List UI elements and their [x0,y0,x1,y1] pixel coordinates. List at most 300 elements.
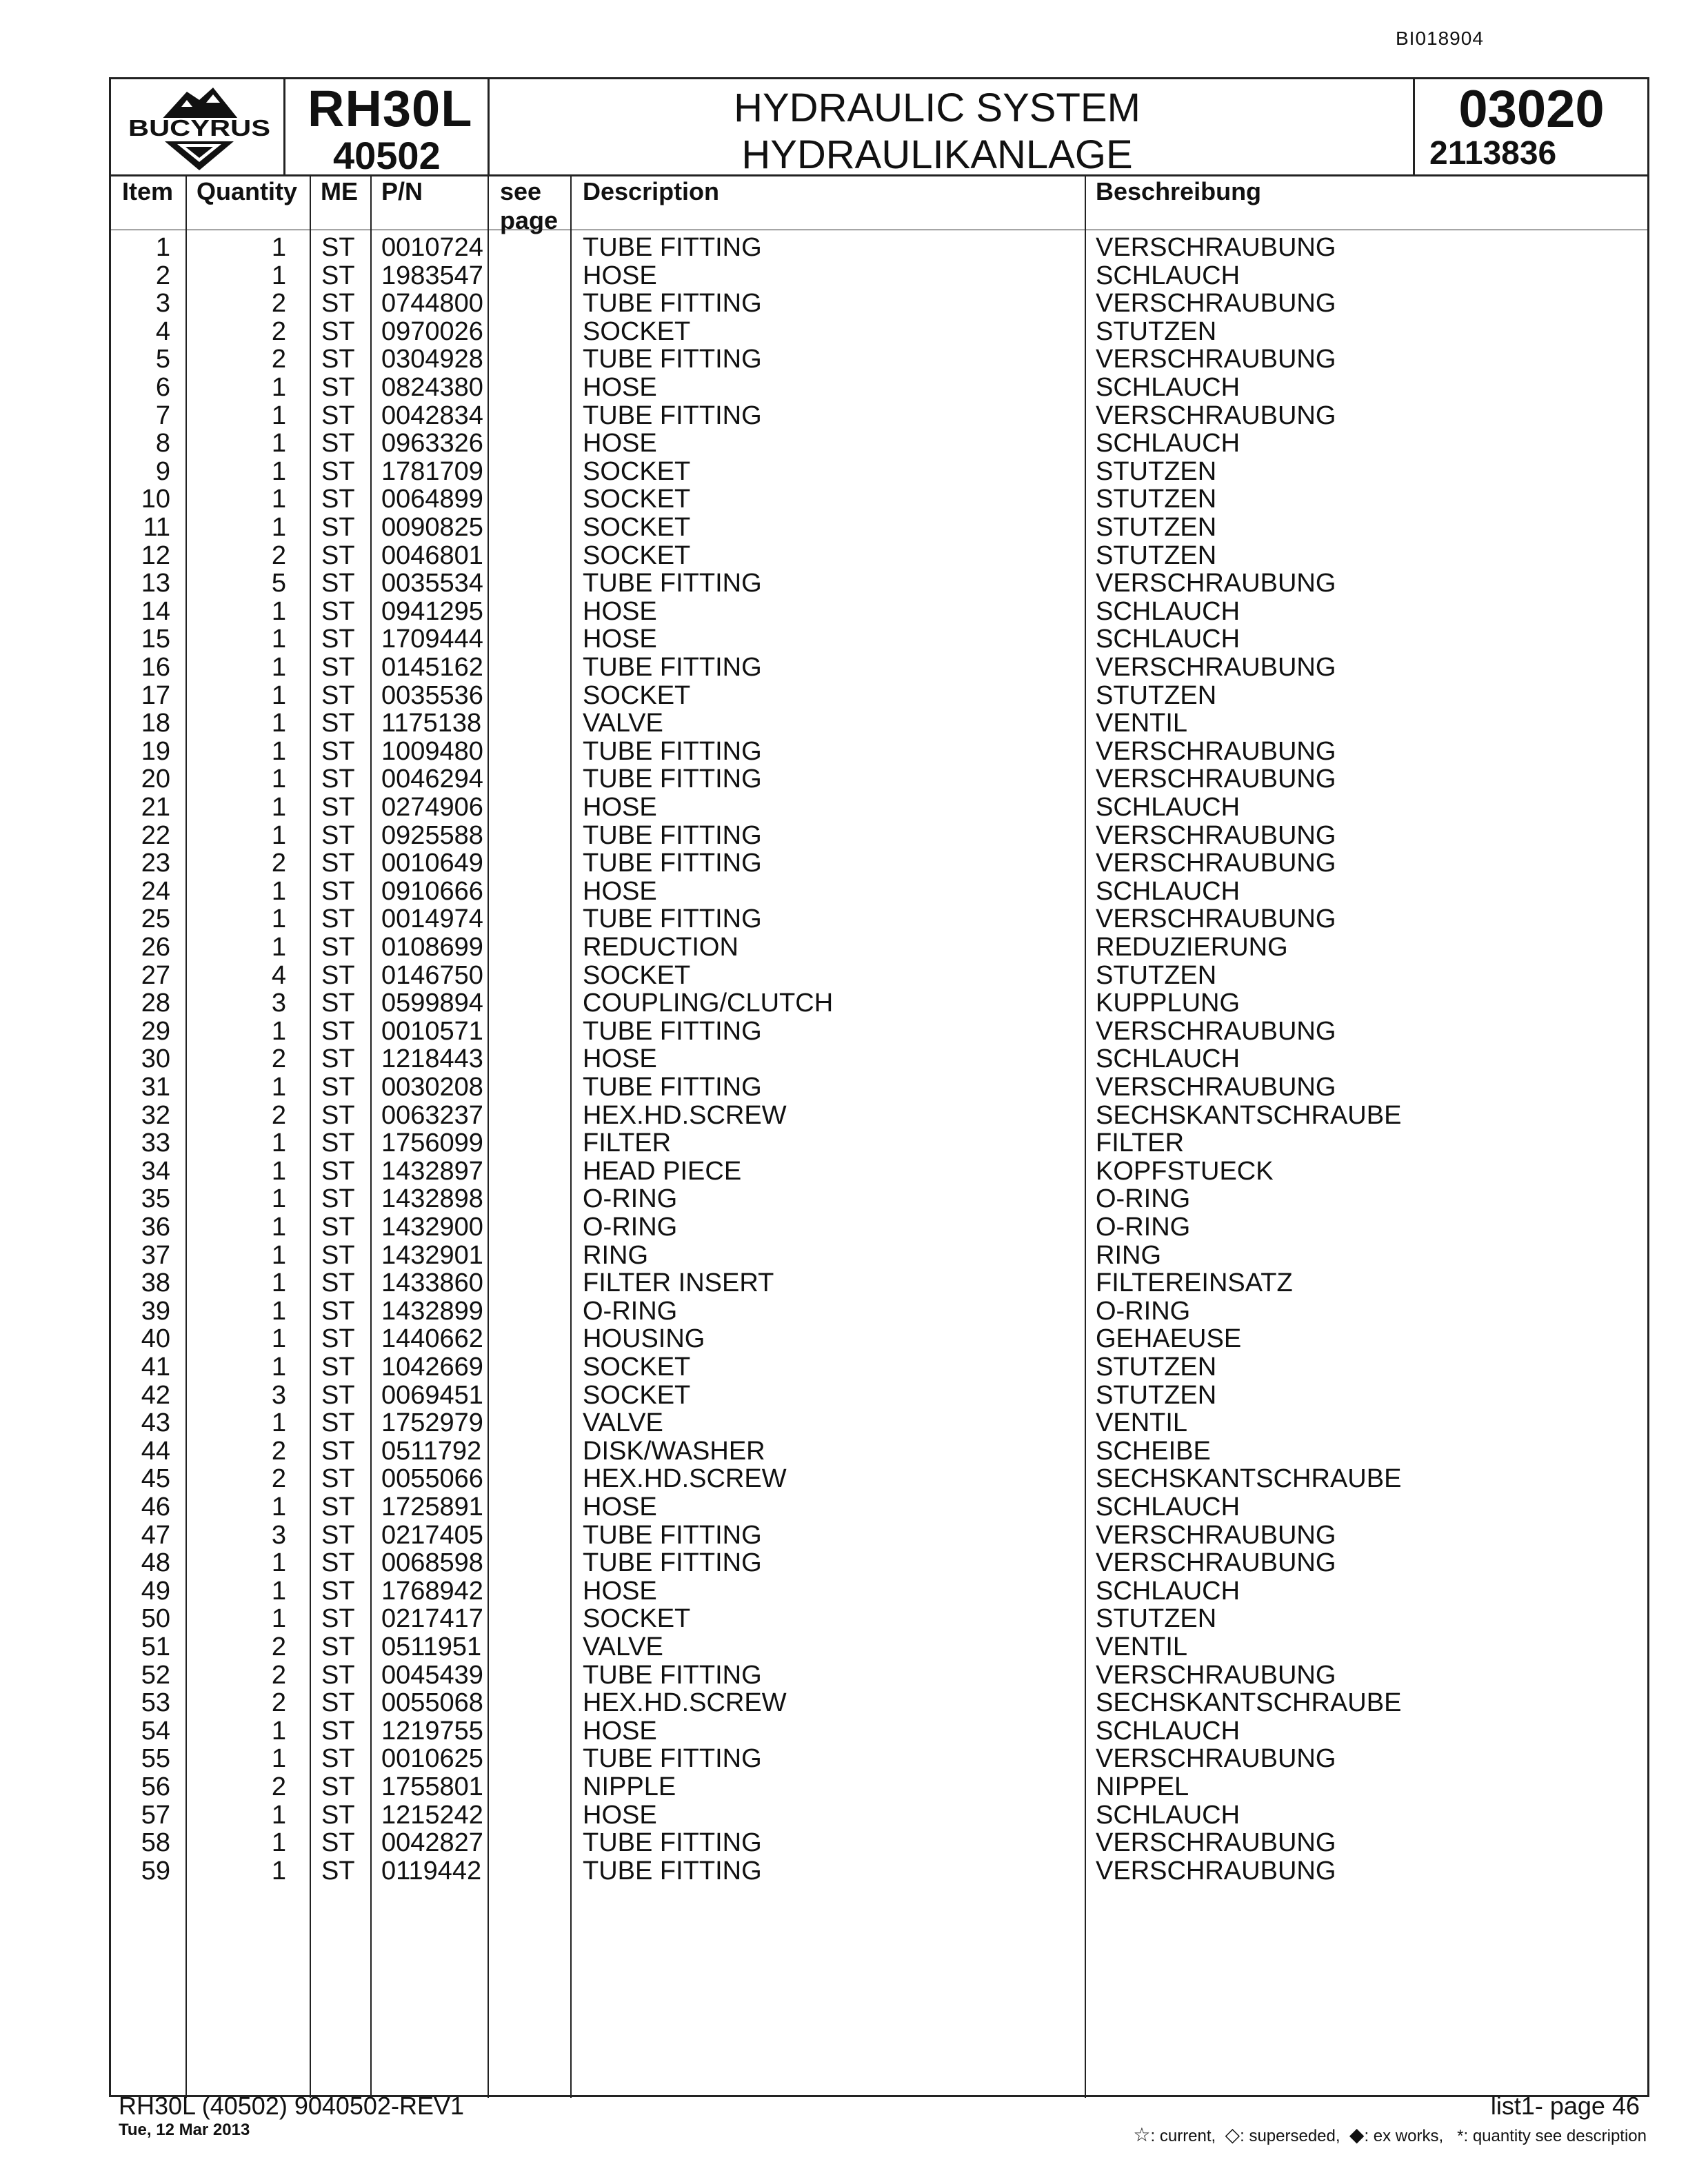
cell-quantity: 1 [271,1073,286,1102]
table-row [111,1605,1647,1633]
cell-part-number: 0941295 [381,596,483,626]
cell-beschreibung: VERSCHRAUBUNG [1096,904,1336,934]
cell-quantity: 1 [271,793,286,822]
table-row [111,1242,1647,1270]
cell-quantity: 5 [271,569,286,598]
cell-beschreibung: SCHLAUCH [1096,625,1240,654]
cell-unit: ST [321,316,355,346]
cell-quantity: 2 [271,316,286,346]
cell-part-number: 0145162 [381,653,483,682]
legend-quantity-mark: * [1457,2127,1464,2145]
cell-beschreibung: KUPPLUNG [1096,989,1240,1018]
cell-beschreibung: RING [1096,1240,1161,1270]
cell-description: NIPPLE [583,1772,676,1801]
cell-part-number: 0010724 [381,233,483,262]
model-name: RH30L [308,80,473,137]
cell-beschreibung: SCHLAUCH [1096,1493,1240,1521]
cell-description: HOSE [583,373,657,402]
cell-description: HOSE [583,876,657,906]
cell-beschreibung: VERSCHRAUBUNG [1096,1856,1336,1885]
cell-unit: ST [321,1716,355,1746]
cell-part-number: 0055066 [381,1464,483,1494]
table-row [111,290,1647,318]
cell-part-number: 1432900 [381,1213,483,1242]
cell-description: VALVE [583,709,663,738]
cell-quantity: 1 [271,1156,286,1186]
cell-part-number: 0146750 [381,960,483,990]
table-row [111,345,1647,374]
table-row [111,1801,1647,1830]
cell-part-number: 0304928 [381,345,483,374]
cell-unit: ST [321,1493,355,1521]
table-row [111,485,1647,514]
cell-item-number: 13 [141,569,170,598]
column-header-description: Description [583,177,720,205]
cell-quantity: 1 [271,1604,286,1634]
cell-item-number: 45 [141,1464,170,1494]
cell-unit: ST [321,1240,355,1270]
cell-part-number: 1219755 [381,1716,483,1746]
cell-item-number: 36 [141,1213,170,1242]
footer-date: Tue, 12 Mar 2013 [119,2121,250,2139]
cell-beschreibung: VERSCHRAUBUNG [1096,1548,1336,1578]
cell-beschreibung: SCHLAUCH [1096,596,1240,626]
cell-part-number: 0108699 [381,933,483,962]
table-row [111,1157,1647,1186]
serial-number: 40502 [333,134,441,177]
cell-description: SOCKET [583,316,691,346]
cell-beschreibung: SECHSKANTSCHRAUBE [1096,1688,1402,1718]
cell-quantity: 1 [271,1493,286,1521]
cell-quantity: 1 [271,876,286,906]
table-row [111,1577,1647,1606]
cell-unit: ST [321,1604,355,1634]
cell-description: HOSE [583,1044,657,1074]
cell-unit: ST [321,625,355,654]
cell-beschreibung: STUTZEN [1096,1604,1217,1634]
cell-beschreibung: VERSCHRAUBUNG [1096,765,1336,794]
cell-item-number: 29 [141,1016,170,1046]
cell-quantity: 1 [271,1353,286,1382]
cell-beschreibung: VERSCHRAUBUNG [1096,653,1336,682]
cell-description: HOSE [583,1576,657,1606]
cell-part-number: 1432899 [381,1296,483,1326]
cell-part-number: 0014974 [381,904,483,934]
cell-description: TUBE FITTING [583,401,762,430]
cell-quantity: 2 [271,345,286,374]
cell-quantity: 1 [271,233,286,262]
cell-item-number: 51 [141,1632,170,1661]
cell-beschreibung: VERSCHRAUBUNG [1096,849,1336,878]
cell-unit: ST [321,1408,355,1438]
cell-beschreibung: SCHLAUCH [1096,1044,1240,1074]
cell-part-number: 1175138 [381,709,482,738]
cell-quantity: 1 [271,1856,286,1885]
cell-item-number: 47 [141,1520,170,1550]
cell-beschreibung: SCHLAUCH [1096,373,1240,402]
table-row [111,1829,1647,1857]
cell-description: FILTER INSERT [583,1268,774,1298]
title-english: HYDRAULIC SYSTEM [734,85,1141,130]
cell-unit: ST [321,960,355,990]
cell-item-number: 2 [155,261,170,290]
cell-description: DISK/WASHER [583,1436,765,1466]
cell-item-number: 11 [143,513,170,542]
cell-part-number: 0824380 [381,373,483,402]
cell-part-number: 0511951 [381,1632,482,1661]
cell-quantity: 1 [271,680,286,710]
group-number: 03020 [1458,80,1605,139]
cell-unit: ST [321,820,355,850]
table-row [111,1045,1647,1073]
cell-beschreibung: SCHEIBE [1096,1436,1211,1466]
cell-unit: ST [321,373,355,402]
table-row [111,905,1647,933]
cell-item-number: 35 [141,1184,170,1214]
cell-quantity: 1 [271,513,286,542]
cell-quantity: 2 [271,1044,286,1074]
cell-beschreibung: SECHSKANTSCHRAUBE [1096,1464,1402,1494]
table-row [111,1465,1647,1493]
cell-item-number: 42 [141,1380,170,1410]
cell-beschreibung: VERSCHRAUBUNG [1096,1828,1336,1858]
table-row [111,429,1647,458]
cell-quantity: 1 [271,373,286,402]
cell-part-number: 0042827 [381,1828,483,1858]
cell-quantity: 2 [271,540,286,570]
cell-unit: ST [321,1213,355,1242]
cell-quantity: 2 [271,289,286,318]
table-row [111,1521,1647,1550]
table-row [111,458,1647,486]
table-row [111,1745,1647,1773]
cell-part-number: 0042834 [381,401,483,430]
cell-item-number: 58 [141,1828,170,1858]
cell-item-number: 5 [155,345,170,374]
cell-beschreibung: STUTZEN [1096,680,1217,710]
cell-description: TUBE FITTING [583,1660,762,1690]
cell-item-number: 30 [141,1044,170,1074]
cell-part-number: 0069451 [381,1380,483,1410]
cell-item-number: 25 [141,904,170,934]
table-row [111,1185,1647,1213]
cell-description: SOCKET [583,680,691,710]
cell-unit: ST [321,513,355,542]
cell-part-number: 0055068 [381,1688,483,1718]
cell-unit: ST [321,1268,355,1298]
table-row [111,1773,1647,1801]
cell-part-number: 0599894 [381,989,483,1018]
cell-description: TUBE FITTING [583,233,762,262]
cell-beschreibung: VENTIL [1096,1408,1188,1438]
cell-unit: ST [321,569,355,598]
cell-description: REDUCTION [583,933,738,962]
cell-quantity: 1 [271,1828,286,1858]
cell-unit: ST [321,1296,355,1326]
cell-description: SOCKET [583,485,691,514]
table-row [111,625,1647,654]
cell-beschreibung: STUTZEN [1096,485,1217,514]
cell-description: TUBE FITTING [583,1016,762,1046]
cell-beschreibung: O-RING [1096,1184,1191,1214]
table-row [111,1409,1647,1437]
cell-unit: ST [321,1380,355,1410]
divider [1413,79,1415,176]
cell-item-number: 9 [155,456,170,486]
cell-description: HEX.HD.SCREW [583,1688,787,1718]
cell-quantity: 1 [271,1184,286,1214]
table-row [111,1018,1647,1046]
cell-unit: ST [321,680,355,710]
cell-description: SOCKET [583,960,691,990]
cell-quantity: 1 [271,765,286,794]
cell-unit: ST [321,1660,355,1690]
cell-unit: ST [321,709,355,738]
cell-description: RING [583,1240,648,1270]
cell-part-number: 1215242 [381,1800,483,1830]
cell-description: HOSE [583,429,657,458]
cell-part-number: 0090825 [381,513,483,542]
cell-beschreibung: STUTZEN [1096,1380,1217,1410]
cell-description: VALVE [583,1632,663,1661]
table-row [111,234,1647,262]
cell-item-number: 24 [141,876,170,906]
cell-description: HOSE [583,1493,657,1521]
cell-quantity: 3 [271,989,286,1018]
cell-part-number: 0910666 [381,876,483,906]
cell-part-number: 0511792 [381,1436,482,1466]
cell-part-number: 0046801 [381,540,483,570]
symbol-legend [1133,2123,1647,2146]
cell-description: TUBE FITTING [583,820,762,850]
cell-item-number: 21 [141,793,170,822]
cell-unit: ST [321,1688,355,1718]
cell-description: SOCKET [583,456,691,486]
table-row [111,1493,1647,1521]
table-row [111,654,1647,682]
cell-part-number: 1218443 [381,1044,483,1074]
cell-description: HOSE [583,793,657,822]
document-id: BI018904 [1396,28,1484,49]
column-header-see-page [500,177,558,235]
cell-beschreibung: VERSCHRAUBUNG [1096,820,1336,850]
cell-item-number: 50 [141,1604,170,1634]
cell-quantity: 1 [271,261,286,290]
table-row [111,1717,1647,1746]
cell-unit: ST [321,1548,355,1578]
cell-description: HOUSING [583,1324,705,1354]
cell-beschreibung: VENTIL [1096,1632,1188,1661]
page-number: list1- page 46 [1490,2092,1640,2120]
legend-current: : current, [1150,2127,1216,2145]
cell-unit: ST [321,849,355,878]
cell-item-number: 43 [141,1408,170,1438]
footer-document-reference: RH30L (40502) 9040502-REV1 [119,2092,464,2120]
cell-quantity: 1 [271,933,286,962]
cell-item-number: 54 [141,1716,170,1746]
cell-unit: ST [321,653,355,682]
cell-quantity: 1 [271,456,286,486]
cell-description: HOSE [583,261,657,290]
table-row [111,374,1647,402]
cell-item-number: 22 [141,820,170,850]
cell-unit: ST [321,1576,355,1606]
cell-unit: ST [321,1324,355,1354]
table-row [111,1325,1647,1353]
table-row [111,1269,1647,1297]
cell-item-number: 38 [141,1268,170,1298]
cell-beschreibung: SCHLAUCH [1096,1716,1240,1746]
bucyrus-logo [118,79,281,173]
cell-quantity: 1 [271,1576,286,1606]
cell-part-number: 1781709 [381,456,483,486]
cell-quantity: 2 [271,1688,286,1718]
cell-item-number: 28 [141,989,170,1018]
table-row [111,1297,1647,1326]
cell-beschreibung: VERSCHRAUBUNG [1096,345,1336,374]
cell-beschreibung: STUTZEN [1096,1353,1217,1382]
cell-part-number: 1432898 [381,1184,483,1214]
legend-ex-works: : ex works, [1364,2127,1444,2145]
cell-part-number: 1709444 [381,625,483,654]
cell-unit: ST [321,1184,355,1214]
cell-item-number: 39 [141,1296,170,1326]
cell-quantity: 1 [271,653,286,682]
cell-quantity: 2 [271,1464,286,1494]
cell-item-number: 6 [155,373,170,402]
cell-part-number: 1755801 [381,1772,483,1801]
cell-description: SOCKET [583,540,691,570]
cell-quantity: 1 [271,1324,286,1354]
cell-description: O-RING [583,1213,678,1242]
cell-item-number: 48 [141,1548,170,1578]
table-row [111,1857,1647,1885]
cell-quantity: 1 [271,1800,286,1830]
cell-unit: ST [321,989,355,1018]
assembly-part-number: 2113836 [1429,135,1557,172]
cell-quantity: 2 [271,1632,286,1661]
cell-part-number: 0744800 [381,289,483,318]
table-row [111,989,1647,1018]
cell-quantity: 1 [271,1296,286,1326]
parts-list-frame [109,77,1649,2097]
cell-description: TUBE FITTING [583,904,762,934]
column-header-beschreibung: Beschreibung [1096,177,1262,205]
cell-beschreibung: STUTZEN [1096,456,1217,486]
table-row [111,569,1647,598]
cell-beschreibung: O-RING [1096,1296,1191,1326]
cell-part-number: 1433860 [381,1268,483,1298]
cell-part-number: 1042669 [381,1353,483,1382]
cell-unit: ST [321,1073,355,1102]
cell-unit: ST [321,1436,355,1466]
cell-beschreibung: VERSCHRAUBUNG [1096,1016,1336,1046]
cell-quantity: 3 [271,1380,286,1410]
cell-item-number: 37 [141,1240,170,1270]
table-row [111,1549,1647,1577]
see-label: see [500,177,542,205]
cell-description: HEAD PIECE [583,1156,742,1186]
cell-description: TUBE FITTING [583,1548,762,1578]
cell-part-number: 1432901 [381,1240,483,1270]
cell-unit: ST [321,1632,355,1661]
cell-item-number: 31 [141,1073,170,1102]
cell-beschreibung: REDUZIERUNG [1096,933,1288,962]
cell-quantity: 1 [271,1744,286,1774]
cell-description: TUBE FITTING [583,1520,762,1550]
cell-beschreibung: GEHAEUSE [1096,1324,1242,1354]
cell-description: SOCKET [583,513,691,542]
table-row [111,402,1647,430]
cell-description: VALVE [583,1408,663,1438]
cell-item-number: 17 [141,680,170,710]
cell-part-number: 0217405 [381,1520,483,1550]
cell-part-number: 0064899 [381,485,483,514]
cell-beschreibung: SCHLAUCH [1096,429,1240,458]
cell-description: TUBE FITTING [583,765,762,794]
star-outline-icon: ☆ [1133,2124,1151,2145]
table-row [111,1102,1647,1130]
cell-quantity: 1 [271,625,286,654]
cell-description: TUBE FITTING [583,736,762,766]
title-german: HYDRAULIKANLAGE [741,132,1133,177]
cell-description: HOSE [583,1800,657,1830]
cell-item-number: 1 [155,233,170,262]
table-row [111,1437,1647,1466]
cell-part-number: 1432897 [381,1156,483,1186]
logo-wordmark: BUCYRUS [128,115,270,141]
table-row [111,514,1647,542]
cell-quantity: 2 [271,1100,286,1130]
cell-description: TUBE FITTING [583,345,762,374]
cell-beschreibung: STUTZEN [1096,316,1217,346]
cell-beschreibung: SCHLAUCH [1096,876,1240,906]
cell-beschreibung: NIPPEL [1096,1772,1189,1801]
table-row [111,262,1647,290]
cell-part-number: 0010625 [381,1744,483,1774]
cell-item-number: 15 [141,625,170,654]
cell-item-number: 59 [141,1856,170,1885]
cell-item-number: 41 [141,1353,170,1382]
cell-part-number: 1756099 [381,1129,483,1158]
cell-beschreibung: VERSCHRAUBUNG [1096,1744,1336,1774]
cell-description: TUBE FITTING [583,289,762,318]
cell-item-number: 23 [141,849,170,878]
legend-quantity: : quantity see description [1463,2127,1647,2145]
cell-part-number: 0045439 [381,1660,483,1690]
cell-quantity: 1 [271,485,286,514]
cell-part-number: 1768942 [381,1576,483,1606]
cell-item-number: 18 [141,709,170,738]
cell-beschreibung: KOPFSTUECK [1096,1156,1274,1186]
cell-item-number: 20 [141,765,170,794]
page-label: page [500,206,559,234]
table-row [111,709,1647,738]
cell-quantity: 1 [271,1213,286,1242]
cell-unit: ST [321,1464,355,1494]
cell-quantity: 4 [271,960,286,990]
cell-beschreibung: VERSCHRAUBUNG [1096,1520,1336,1550]
cell-unit: ST [321,261,355,290]
cell-unit: ST [321,596,355,626]
cell-unit: ST [321,1100,355,1130]
cell-quantity: 3 [271,1520,286,1550]
cell-beschreibung: FILTEREINSATZ [1096,1268,1293,1298]
cell-unit: ST [321,429,355,458]
cell-unit: ST [321,876,355,906]
column-header-quantity: Quantity [197,177,298,205]
table-row [111,878,1647,906]
